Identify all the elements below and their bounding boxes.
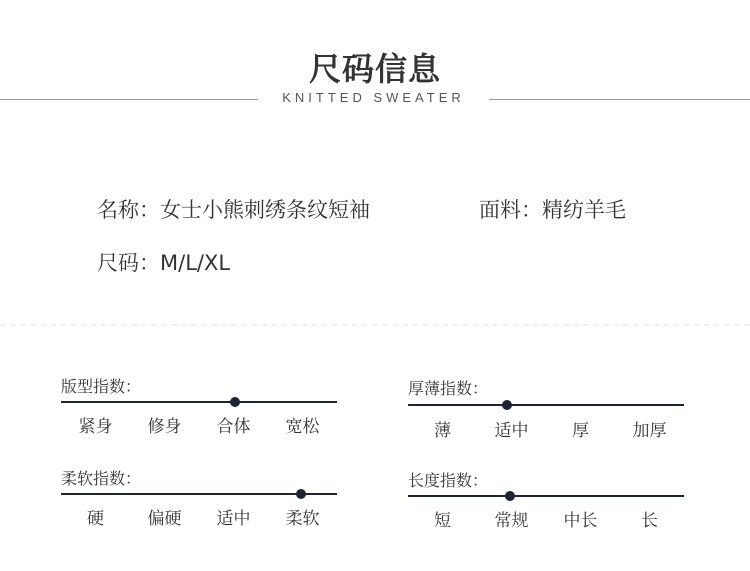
fit-index-scale xyxy=(61,374,337,454)
length-index-option: 常规 xyxy=(494,511,529,531)
page-subtitle: KNITTED SWEATER xyxy=(282,90,465,105)
thickness-index-option: 薄 xyxy=(434,421,451,441)
product-name: 名称：女士小熊刺绣条纹短袖 xyxy=(97,198,370,222)
length-index-track xyxy=(408,495,684,497)
subtitle-row xyxy=(0,88,750,112)
subtitle-rule-right xyxy=(489,99,750,100)
thickness-index-scale xyxy=(408,376,684,456)
length-index-label: 长度指数： xyxy=(408,471,489,490)
fit-index-option: 修身 xyxy=(147,417,182,437)
page-title: 尺码信息 xyxy=(308,50,441,88)
section-divider xyxy=(0,324,750,326)
softness-index-label: 柔软指数： xyxy=(61,469,142,488)
softness-index-option: 适中 xyxy=(216,509,251,529)
length-index-scale xyxy=(408,468,684,548)
thickness-index-label: 厚薄指数： xyxy=(408,379,489,398)
product-size: 尺码：M/L/XL xyxy=(97,251,231,275)
fit-index-marker xyxy=(230,397,240,407)
fit-index-option: 紧身 xyxy=(78,417,113,437)
softness-index-scale xyxy=(61,466,337,546)
thickness-index-option: 加厚 xyxy=(632,421,667,441)
length-index-option: 长 xyxy=(641,511,658,531)
length-index-option: 中长 xyxy=(563,511,598,531)
thickness-index-marker xyxy=(502,400,512,410)
fit-index-label: 版型指数： xyxy=(61,377,142,396)
softness-index-option: 硬 xyxy=(87,509,104,529)
product-fabric: 面料：精纺羊毛 xyxy=(479,198,626,222)
length-index-marker xyxy=(505,491,515,501)
fit-index-option: 宽松 xyxy=(285,417,320,437)
softness-index-option: 柔软 xyxy=(285,509,320,529)
thickness-index-option: 厚 xyxy=(572,421,589,441)
length-index-option: 短 xyxy=(434,511,451,531)
fit-index-option: 合体 xyxy=(216,417,251,437)
thickness-index-option: 适中 xyxy=(494,421,529,441)
softness-index-option: 偏硬 xyxy=(147,509,182,529)
thickness-index-track xyxy=(408,404,684,406)
subtitle-rule-left xyxy=(0,99,258,100)
softness-index-marker xyxy=(296,489,306,499)
fit-index-track xyxy=(61,401,337,403)
